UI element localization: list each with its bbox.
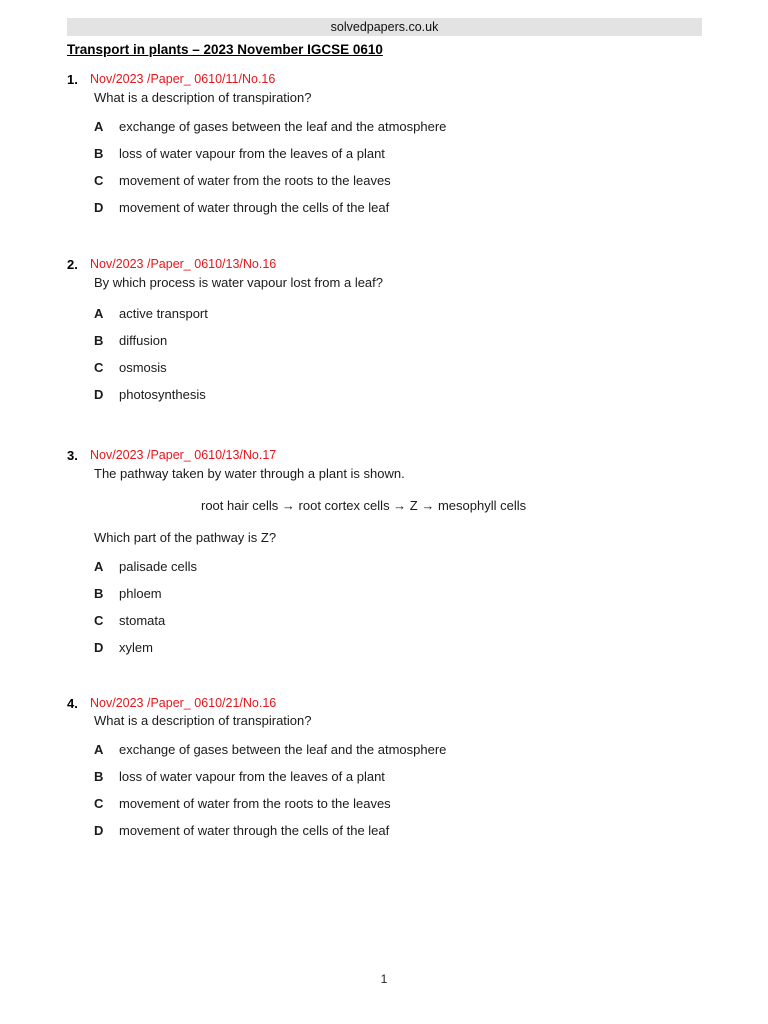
option-text: diffusion xyxy=(119,333,168,348)
option-letter: A xyxy=(94,306,104,321)
question-1 xyxy=(67,72,707,215)
question-reference: Nov/2023 /Paper_ 0610/13/No.17 xyxy=(90,448,277,462)
question-stem: The pathway taken by water through a plant is shown. xyxy=(94,466,405,481)
option-text: loss of water vapour from the leaves of a plant xyxy=(119,146,385,161)
question-number: 1. xyxy=(67,72,78,87)
option-letter: B xyxy=(94,769,104,784)
option-text: stomata xyxy=(119,613,166,628)
question-reference: Nov/2023 /Paper_ 0610/21/No.16 xyxy=(90,696,277,710)
pathway-diagram: root hair cells → root cortex cells → Z → mesophyll cells xyxy=(201,498,527,513)
option-letter: C xyxy=(94,796,104,811)
question-stem: What is a description of transpiration? xyxy=(94,90,312,105)
option-letter: C xyxy=(94,613,104,628)
question-reference: Nov/2023 /Paper_ 0610/13/No.16 xyxy=(90,257,277,271)
option-text: movement of water through the cells of the leaf xyxy=(119,200,390,215)
option-text: xylem xyxy=(119,640,153,655)
question-header xyxy=(67,257,707,275)
site-banner: solvedpapers.co.uk xyxy=(67,18,702,36)
option-letter: A xyxy=(94,119,104,134)
question-header xyxy=(67,72,707,90)
option-text: osmosis xyxy=(119,360,167,375)
question-3 xyxy=(67,448,707,655)
option-letter: A xyxy=(94,742,104,757)
page-number: 1 xyxy=(380,972,388,986)
option-text: movement of water from the roots to the leaves xyxy=(119,796,391,811)
option-letter: C xyxy=(94,360,104,375)
option-letter: B xyxy=(94,146,104,161)
option-letter: D xyxy=(94,640,104,655)
question-number: 4. xyxy=(67,696,78,711)
question-number: 2. xyxy=(67,257,78,272)
question-number: 3. xyxy=(67,448,78,463)
option-text: active transport xyxy=(119,306,208,321)
question-4 xyxy=(67,696,707,838)
option-text: photosynthesis xyxy=(119,387,206,402)
option-text: exchange of gases between the leaf and the atmosphere xyxy=(119,119,447,134)
option-letter: B xyxy=(94,333,104,348)
option-letter: D xyxy=(94,387,104,402)
question-stem: By which process is water vapour lost from a leaf? xyxy=(94,275,384,290)
option-letter: D xyxy=(94,823,104,838)
document-title: Transport in plants – 2023 November IGCSE 0610 xyxy=(67,42,383,57)
option-text: movement of water from the roots to the leaves xyxy=(119,173,391,188)
option-text: exchange of gases between the leaf and the atmosphere xyxy=(119,742,447,757)
option-text: phloem xyxy=(119,586,162,601)
question-header xyxy=(67,696,707,714)
sub-question: Which part of the pathway is Z? xyxy=(94,530,277,545)
option-letter: A xyxy=(94,559,104,574)
option-text: movement of water through the cells of the leaf xyxy=(119,823,390,838)
question-2 xyxy=(67,257,707,402)
option-letter: B xyxy=(94,586,104,601)
question-header xyxy=(67,448,707,466)
option-letter: D xyxy=(94,200,104,215)
question-stem: What is a description of transpiration? xyxy=(94,713,312,728)
option-text: loss of water vapour from the leaves of a plant xyxy=(119,769,385,784)
option-letter: C xyxy=(94,173,104,188)
option-text: palisade cells xyxy=(119,559,198,574)
question-reference: Nov/2023 /Paper_ 0610/11/No.16 xyxy=(90,72,276,86)
